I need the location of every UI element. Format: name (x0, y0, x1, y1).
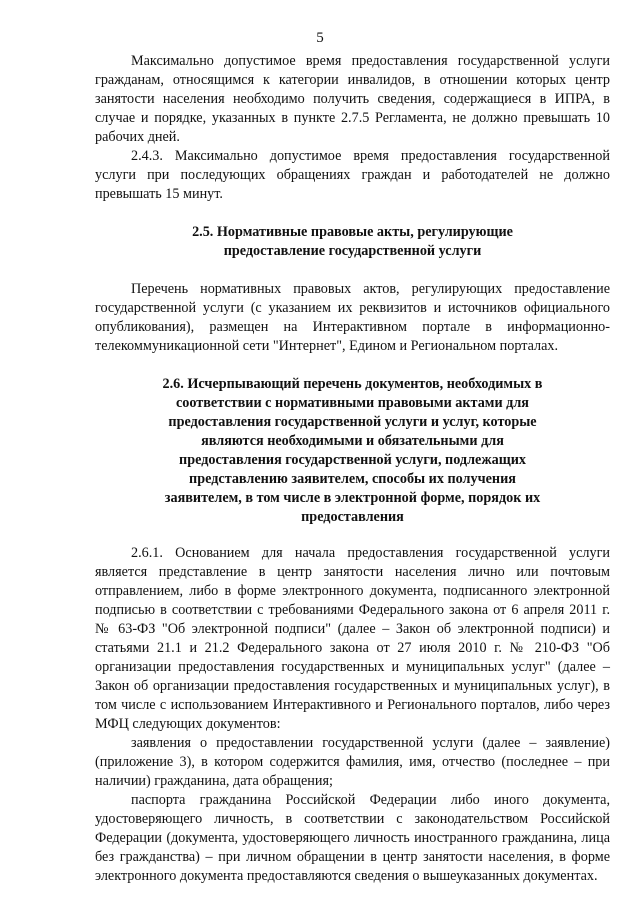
paragraph-legal-acts: Перечень нормативных правовых актов, регулирующих предоставление государственной услуги (с указанием их реквизитов и источников официального опубликования), размещен на Интерактивном портале в информационно-телекоммуникационной сети "Интернет", Едином и Региональном порталах. (95, 281, 610, 354)
paragraph-max-time-disabled: Максимально допустимое время предоставления государственной услуги гражданам, относящимся к категории инвалидов, в отношении которых центр занятости населения необходимо получить сведения, содержащиеся в ИПРА, в случае и порядке, указанных в пункте 2.7.5 Регламента, не должно превышать 10 рабочих дней. (95, 53, 610, 145)
document-body (95, 52, 610, 886)
heading-2-5: 2.5. Нормативные правовые акты, регулирующие предоставление государственной услуги (192, 224, 513, 259)
paragraph-application: заявления о предоставлении государственной услуги (далее – заявление) (приложение 3), в котором содержится фамилия, имя, отчество (последнее – при наличии) гражданина, дата обращения; (95, 735, 610, 789)
heading-2-6: 2.6. Исчерпывающий перечень документов, необходимых в соответствии с нормативными правовыми актами для предоставления государственной услуги и услуг, которые являются необходимыми и обязательными для предоставления государственной услуги, подлежащих представлению заявителем, способы их получения заявителем, в том числе в электронной форме, порядок их предоставления (162, 376, 543, 525)
paragraph-2-4-3: 2.4.3. Максимально допустимое время предоставления государственной услуги при последующих обращениях граждан и работодателей не должно превышать 15 минут. (95, 148, 610, 202)
page-number: 5 (316, 30, 324, 46)
paragraph-passport: паспорта гражданина Российской Федерации либо иного документа, удостоверяющего личность, в соответствии с законодательством Российской Федерации (документа, удостоверяющего личность иностранного гражданина, лица без гражданства) – при личном обращении в центр занятости населения, в форме электронного документа предоставляются сведения о вышеуказанных документах. (95, 792, 610, 884)
paragraph-2-6-1: 2.6.1. Основанием для начала предоставления государственной услуги является представление в центр занятости населения лично или почтовым отправлением, либо в форме электронного документа, подписанного электронной подписью в соответствии с требованиями Федерального закона от 6 апреля 2011 г. № 63-ФЗ "Об электронной подписи" (далее – Закон об электронной подписи) и статьями 21.1 и 21.2 Федерального закона от 27 июля 2010 г. № 210-ФЗ "Об организации предоставления государственных и муниципальных услуг" (далее – Закон об организации предоставления государственных и муниципальных услуг), в том числе с использованием Интерактивного и Регионального порталов, либо через МФЦ следующих документов: (95, 545, 610, 732)
